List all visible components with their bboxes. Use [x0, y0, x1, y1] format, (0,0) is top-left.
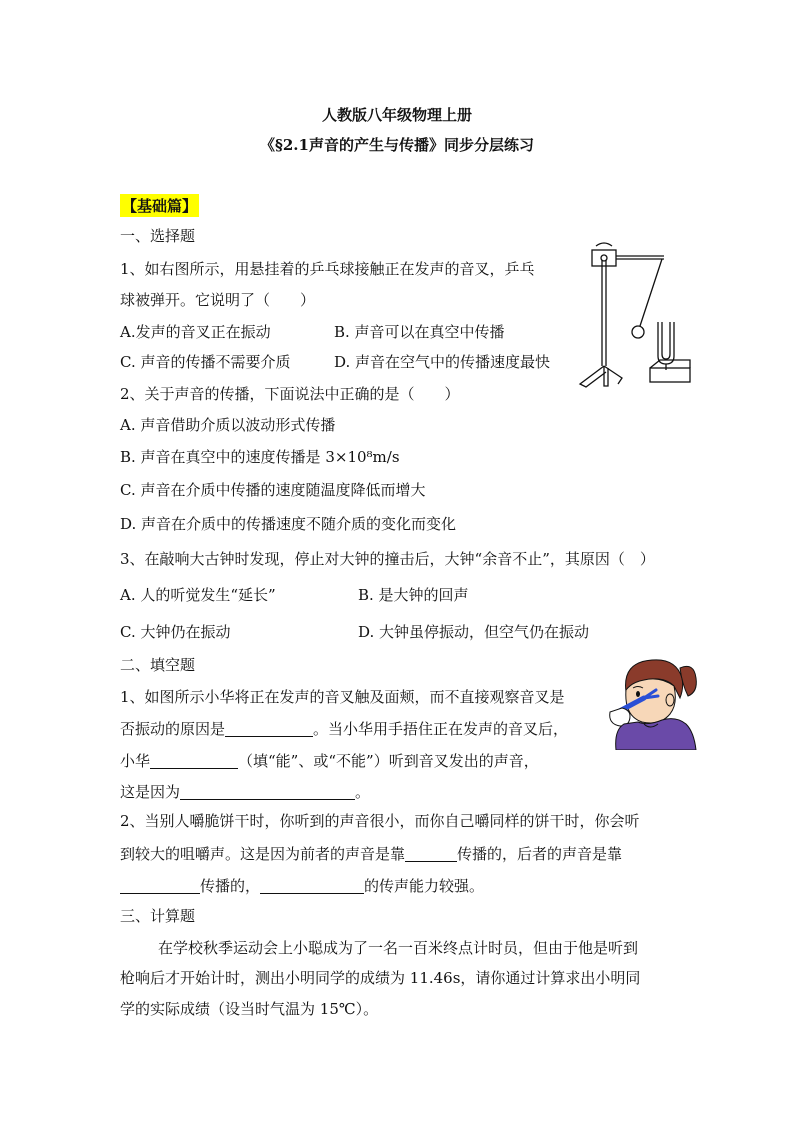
calc-line1: 在学校秋季运动会上小聪成为了一名一百米终点计时员，但由于他是听到 [158, 939, 639, 957]
q1-stem-line2: 球被弹开。它说明了（ ） [120, 291, 316, 309]
fill-q2-line3-text-b: 的传声能力较强。 [364, 877, 485, 895]
q2-stem: 2、关于声音的传播，下面说法中正确的是（ ） [120, 385, 460, 403]
calc-line3: 学的实际成绩（设当时气温为 15℃）。 [120, 1000, 379, 1018]
q1-stem-line1: 1、如右图所示，用悬挂着的乒乓球接触正在发声的音叉，乒乓 [120, 260, 535, 278]
q1-option-b: B. 声音可以在真空中传播 [334, 323, 505, 341]
q2-option-c: C. 声音在介质中传播的速度随温度降低而增大 [120, 481, 426, 499]
q3-stem: 3、在敲响大古钟时发现，停止对大钟的撞击后，大钟“余音不止”，其原因（ ） [120, 550, 655, 568]
q2-option-b: B. 声音在真空中的速度传播是 3×10⁸m/s [120, 448, 400, 466]
q3-option-c: C. 大钟仍在振动 [120, 623, 231, 641]
answer-blank[interactable] [180, 783, 355, 800]
q3-option-b: B. 是大钟的回声 [358, 586, 469, 604]
fill-q1-line1: 1、如图所示小华将正在发声的音叉触及面颊，而不直接观察音叉是 [120, 688, 565, 706]
fill-q1-line2-text-a: 否振动的原因是 [120, 720, 226, 738]
fill-q1-line2 [120, 719, 568, 739]
answer-blank[interactable] [405, 845, 457, 862]
calc-heading: 三、计算题 [120, 907, 196, 925]
q3-option-d: D. 大钟虽停振动，但空气仍在振动 [358, 623, 590, 641]
answer-blank[interactable] [260, 877, 364, 894]
fill-heading: 二、填空题 [120, 656, 196, 674]
choice-heading: 一、选择题 [120, 227, 196, 245]
answer-blank[interactable] [150, 752, 238, 769]
q1-option-a: A.发声的音叉正在振动 [120, 323, 271, 341]
q2-option-d: D. 声音在介质中的传播速度不随介质的变化而变化 [120, 515, 457, 533]
fill-q1-line3-text-a: 小华 [120, 752, 151, 770]
level-badge: 【基础篇】 [120, 194, 199, 217]
fill-q1-line3-text-b: （填“能”、或“不能”）听到音叉发出的声音， [238, 752, 539, 770]
q1-option-c: C. 声音的传播不需要介质 [120, 353, 291, 371]
girl-with-tuning-fork-illustration [604, 656, 700, 750]
fill-q2-line3-text-a: 传播的， [200, 877, 261, 895]
tuning-fork-apparatus-illustration [572, 238, 694, 396]
answer-blank[interactable] [225, 720, 313, 737]
fill-q1-line4-text-b: 。 [355, 783, 371, 801]
answer-blank[interactable] [120, 877, 200, 894]
q3-option-a: A. 人的听觉发生“延长” [120, 586, 276, 604]
fill-q2-line3 [120, 876, 484, 896]
fill-q2-line2 [120, 844, 622, 864]
page-title: 人教版八年级物理上册 [321, 106, 472, 124]
fill-q1-line4 [120, 782, 370, 802]
fill-q1-line3 [120, 751, 539, 771]
fill-q1-line4-text-a: 这是因为 [120, 783, 181, 801]
q2-option-a: A. 声音借助介质以波动形式传播 [120, 416, 336, 434]
fill-q1-line2-text-b: 。当小华用手捂住正在发声的音叉后， [313, 720, 569, 738]
q1-option-d: D. 声音在空气中的传播速度最快 [334, 353, 551, 371]
calc-line2: 枪响后才开始计时，测出小明同学的成绩为 11.46s，请你通过计算求出小明同 [120, 969, 641, 987]
fill-q2-line2-text-a: 到较大的咀嚼声。这是因为前者的声音是靠 [120, 845, 406, 863]
fill-q2-line2-text-b: 传播的，后者的声音是靠 [457, 845, 623, 863]
fill-q2-line1: 2、当别人嚼脆饼干时，你听到的声音很小，而你自己嚼同样的饼干时，你会听 [120, 812, 640, 830]
page-subtitle: 《§2.1声音的产生与传播》同步分层练习 [260, 136, 534, 154]
